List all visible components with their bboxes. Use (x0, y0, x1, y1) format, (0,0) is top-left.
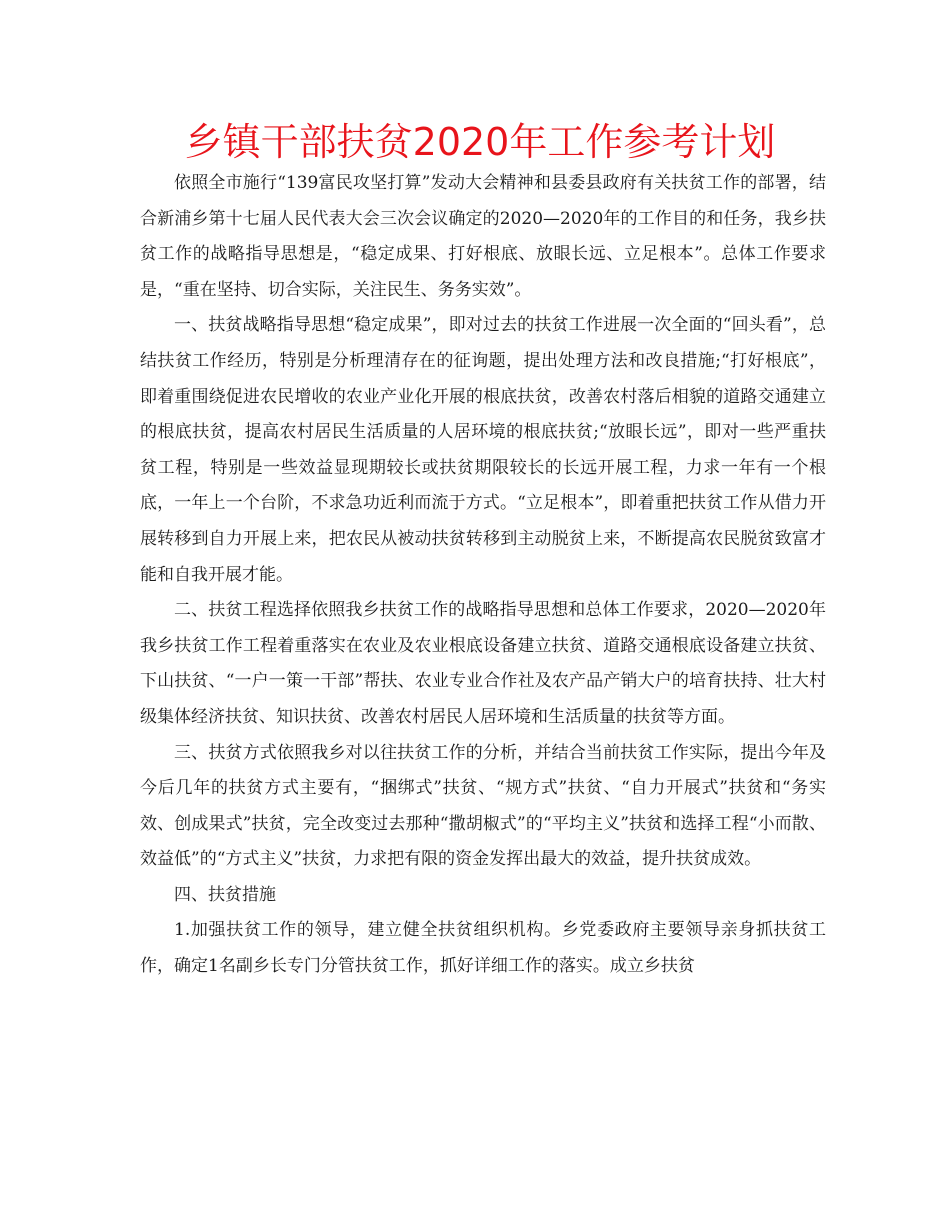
document-title: 乡镇干部扶贫2020年工作参考计划 (184, 120, 776, 164)
paragraph-section-3: 三、扶贫方式依照我乡对以往扶贫工作的分析，并结合当前扶贫工作实际，提出今年及今后几年的扶贫方式主要有，“捆绑式”扶贫、“规方式”扶贫、“自力开展式”扶贫和“务实效、创成果式”扶贫，完全改变过去那种“撒胡椒式”的“平均主义”扶贫和选择工程“小而散、效益低”的“方式主义”扶贫，力求把有限的资金发挥出最大的效益，提升扶贫成效。 (140, 742, 826, 870)
paragraph-section-1: 一、扶贫战略指导思想“稳定成果”，即对过去的扶贫工作进展一次全面的“回头看”，总结扶贫工作经历，特别是分析理清存在的征询题，提出处理方法和改良措施;“打好根底”，即着重围绕促进农民增收的农业产业化开展的根底扶贫，改善农村落后相貌的道路交通建立的根底扶贫，提高农村居民生活质量的人居环境的根底扶贫;“放眼长远”，即对一些严重扶贫工程，特别是一些效益显现期较长或扶贫期限较长的长远开展工程，力求一年有一个根底，一年上一个台阶，不求急功近利而流于方式。“立足根本”，即着重把扶贫工作从借力开展转移到自力开展上来，把农民从被动扶贫转移到主动脱贫上来，不断提高农民脱贫致富才能和自我开展才能。 (140, 315, 826, 585)
document-body (140, 166, 826, 985)
paragraph-intro: 依照全市施行“139富民攻坚打算”发动大会精神和县委县政府有关扶贫工作的部署，结合新浦乡第十七届人民代表大会三次会议确定的2020—2020年的工作目的和任务，我乡扶贫工作的战略指导思想是，“稳定成果、打好根底、放眼长远、立足根本”。总体工作要求是，“重在坚持、切合实际，关注民生、务务实效”。 (140, 173, 826, 300)
paragraph-section-2: 二、扶贫工程选择依照我乡扶贫工作的战略指导思想和总体工作要求，2020—2020年我乡扶贫工作工程着重落实在农业及农业根底设备建立扶贫、道路交通根底设备建立扶贫、下山扶贫、“一户一策一干部”帮扶、农业专业合作社及农产品产销大户的培育扶持、壮大村级集体经济扶贫、知识扶贫、改善农村居民人居环境和生活质量的扶贫等方面。 (140, 600, 826, 727)
paragraph-measure-1: 1.加强扶贫工作的领导，建立健全扶贫组织机构。乡党委政府主要领导亲身抓扶贫工作，确定1名副乡长专门分管扶贫工作，抓好详细工作的落实。成立乡扶贫 (140, 920, 826, 977)
paragraph-section-4-heading: 四、扶贫措施 (174, 884, 276, 905)
